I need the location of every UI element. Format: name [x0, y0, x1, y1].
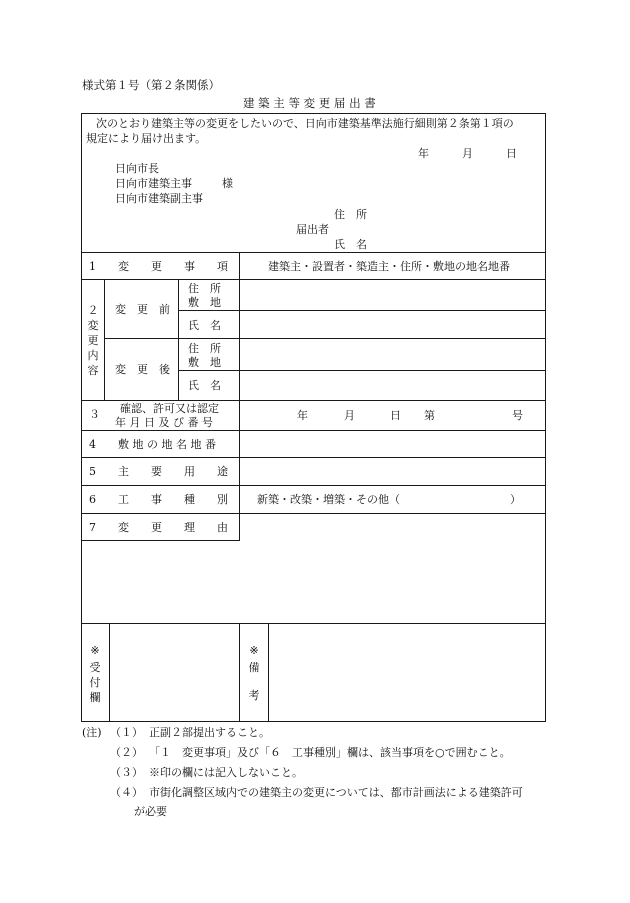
after-site-label: 敷 地 [188, 356, 221, 369]
addressee-mayor: 日向市長 [115, 162, 159, 175]
note-2-text: 「１ 変更事項」及び「６ 工事種別」欄は、該当事項を○で囲むこと。 [149, 746, 511, 759]
intro-line-1: 次のとおり建築主等の変更をしたいので、日向市建築基準法施行細則第２条第１項の [96, 117, 514, 130]
note-4-continuation: が必要 [134, 805, 167, 818]
row-site-lot-number: 4 敷 地 の 地 名 地 番 [89, 438, 216, 451]
addressee-deputy-official: 日向市建築副主事 [115, 192, 203, 205]
after-address-label: 住 所 [188, 342, 221, 355]
row-change-item-label: 1 変 更 事 項 [89, 260, 228, 273]
permit-dai: 第 [424, 409, 435, 422]
row-change-item-value: 建築主・設置者・築造主・住所・敷地の地名地番 [268, 260, 510, 273]
reception-mark: ※ [90, 644, 100, 657]
permit-month: 月 [344, 409, 355, 422]
after-label: 変 更 後 [115, 363, 170, 376]
row-main-use: 5 主 要 用 途 [89, 465, 228, 478]
before-address-label: 住 所 [188, 282, 221, 295]
row-permit-label-1: 確認、許可又は認定 [120, 402, 219, 415]
row-permit-label-2: 年 月 日 及 び 番 号 [115, 416, 213, 429]
permit-year: 年 [297, 409, 308, 422]
applicant-address-label: 住 所 [334, 208, 367, 221]
applicant-label: 届出者 [296, 223, 329, 236]
row-change-content-label: ２変更内容 [87, 304, 99, 377]
note-4-text: 市街化調整区域内での建築主の変更については、都市計画法による建築許可 [149, 786, 523, 799]
note-1-text: 正副２部提出すること。 [149, 726, 270, 739]
form-id: 様式第１号（第２条関係） [82, 78, 220, 92]
row-change-reason: 7 変 更 理 由 [89, 521, 228, 534]
remarks-label-1: 備 [248, 661, 260, 674]
permit-go: 号 [512, 409, 523, 422]
note-3-number: （３） [110, 766, 143, 779]
note-1-number: （１） [110, 726, 143, 739]
before-site-label: 敷 地 [188, 296, 221, 309]
before-label: 変 更 前 [115, 303, 170, 316]
note-4-number: （４） [110, 786, 143, 799]
form-title: 建 築 主 等 変 更 届 出 書 [243, 96, 376, 110]
row-permit-number: ３ [89, 408, 100, 421]
before-name-label: 氏 名 [188, 319, 221, 332]
remarks-label-2: 考 [248, 689, 260, 702]
work-type-options: 新築・改築・増築・その他（ [257, 493, 400, 506]
note-2-number: （２） [110, 746, 143, 759]
honorific-sama: 様 [222, 177, 233, 190]
permit-day: 日 [390, 409, 401, 422]
after-name-label: 氏 名 [188, 379, 221, 392]
reception-label: 受付欄 [89, 661, 101, 704]
work-type-close: ） [510, 493, 521, 506]
intro-line-2: 規定により届け出ます。 [86, 132, 207, 145]
notes-prefix: (注) [82, 726, 102, 739]
remarks-mark: ※ [249, 644, 259, 657]
note-3-text: ※印の欄には記入しないこと。 [149, 766, 303, 779]
date-month: 月 [462, 147, 473, 160]
row-work-type: 6 工 事 種 別 [89, 493, 228, 506]
addressee-building-official: 日向市建築主事 [115, 177, 192, 190]
applicant-name-label: 氏 名 [334, 238, 367, 251]
date-year: 年 [418, 147, 429, 160]
date-day: 日 [506, 147, 517, 160]
